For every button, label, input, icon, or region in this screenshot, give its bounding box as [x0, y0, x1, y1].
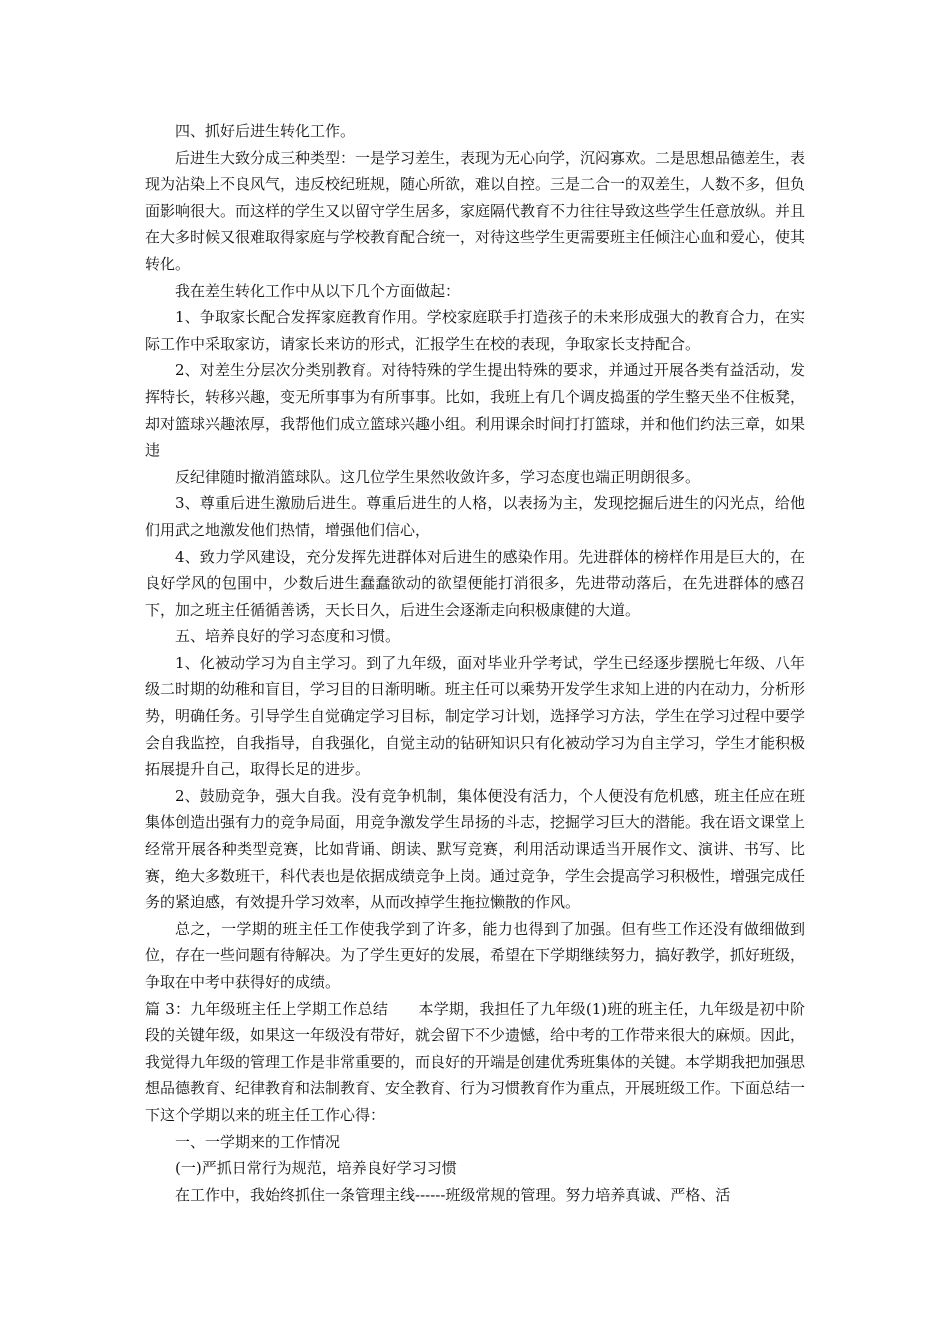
- document-body: [145, 118, 805, 1208]
- paragraph: 反纪律随时撤消篮球队。这几位学生果然收敛许多，学习态度也端正明朗很多。: [175, 467, 701, 486]
- section-heading: 一、一学期来的工作情况: [175, 1132, 341, 1151]
- paragraph: 4、致力学风建设，充分发挥先进群体对后进生的感染作用。先进群体的榜样作用是巨大的，在良好学风的包围中，少数后进生蠢蠢欲动的欲望便能打消很多，先进带动落后，在先进群体的感召下，加之班主任循循善诱，天长日久，后进生会逐渐走向积极康健的大道。: [145, 547, 805, 619]
- subsection-heading: (一)严抓日常行为规范，培养良好学习习惯: [175, 1159, 457, 1178]
- paragraph: 1、化被动学习为自主学习。到了九年级，面对毕业升学考试，学生已经逐步摆脱七年级、八年级二时期的幼稚和盲目，学习目的日渐明晰。班主任可以乘势开发学生求知上进的内在动力，分析形势，明确任务。引导学生自觉确定学习目标，制定学习计划，选择学习方法，学生在学习过程中要学会自我监控，自我指导，自我强化，自觉主动的钻研知识只有化被动学习为自主学习，学生才能积极拓展提升自己，取得长足的进步。: [145, 653, 806, 779]
- article-title-paragraph: 篇 3：九年级班主任上学期工作总结 本学期，我担任了九年级(1)班的班主任，九年级是初中阶段的关键年级，如果这一年级没有带好，就会留下不少遗憾，给中考的工作带来很大的麻烦。因此，我觉得九年级的管理工作是非常重要的，而良好的开端是创建优秀班集体的关键。本学期我把加强思想品德教育、纪律教育和法制教育、安全教育、行为习惯教育作为重点，开展班级工作。下面总结一下这个学期以来的班主任工作心得：: [145, 999, 806, 1124]
- paragraph: 总之，一学期的班主任工作使我学到了许多，能力也得到了加强。但有些工作还没有做细做到位，存在一些问题有待解决。为了学生更好的发展，希望在下学期继续努力，搞好教学，抓好班级，争取在中考中获得好的成绩。: [145, 919, 806, 991]
- paragraph: 后进生大致分成三种类型：一是学习差生，表现为无心向学，沉闷寡欢。二是思想品德差生，表现为沾染上不良风气，违反校纪班规，随心所欲，难以自控。三是二合一的双差生，人数不多，但负面影响很大。而这样的学生又以留守学生居多，家庭隔代教育不力往往导致这些学生任意放纵。并且在大多时候又很难取得家庭与学校教育配合统一，对待这些学生更需要班主任倾注心血和爱心，使其转化。: [145, 148, 806, 273]
- paragraph: 我在差生转化工作中从以下几个方面做起：: [175, 281, 461, 300]
- paragraph: 2、对差生分层次分类别教育。对待特殊的学生提出特殊的要求，并通过开展各类有益活动，发挥特长，转移兴趣，变无所事事为有所事事。比如，我班上有几个调皮捣蛋的学生整天坐不住板凳，却对篮球兴趣浓厚，我帮他们成立篮球兴趣小组。利用课余时间打打篮球，并和他们约法三章，如果违: [145, 361, 806, 460]
- paragraph: 2、鼓励竞争，强大自我。没有竞争机制，集体便没有活力，个人便没有危机感，班主任应在班集体创造出强有力的竞争局面，用竞争激发学生昂扬的斗志，挖掘学习巨大的潜能。我在语文课堂上经常开展各种类型竞赛，比如背诵、朗读、默写竞赛，利用活动课适当开展作文、演讲、书写、比赛，绝大多数班干，科代表也是依据成绩竞争上岗。通过竞争，学生会提高学习积极性，增强完成任务的紧迫感，有效提升学习效率，从而改掉学生拖拉懒散的作风。: [145, 786, 806, 912]
- paragraph: 1、争取家长配合发挥家庭教育作用。学校家庭联手打造孩子的未来形成强大的教育合力，在实际工作中采取家访，请家长来访的形式，汇报学生在校的表现，争取家长支持配合。: [145, 308, 805, 353]
- paragraph: 3、尊重后进生激励后进生。尊重后进生的人格，以表扬为主，发现挖掘后进生的闪光点，给他们用武之地激发他们热情，增强他们信心，: [145, 494, 805, 539]
- paragraph: 在工作中，我始终抓住一条管理主线------班级常规的管理。努力培养真诚、严格、活: [175, 1185, 731, 1204]
- section-heading: 四、抓好后进生转化工作。: [175, 122, 356, 140]
- section-heading: 五、培养良好的学习态度和习惯。: [175, 627, 401, 646]
